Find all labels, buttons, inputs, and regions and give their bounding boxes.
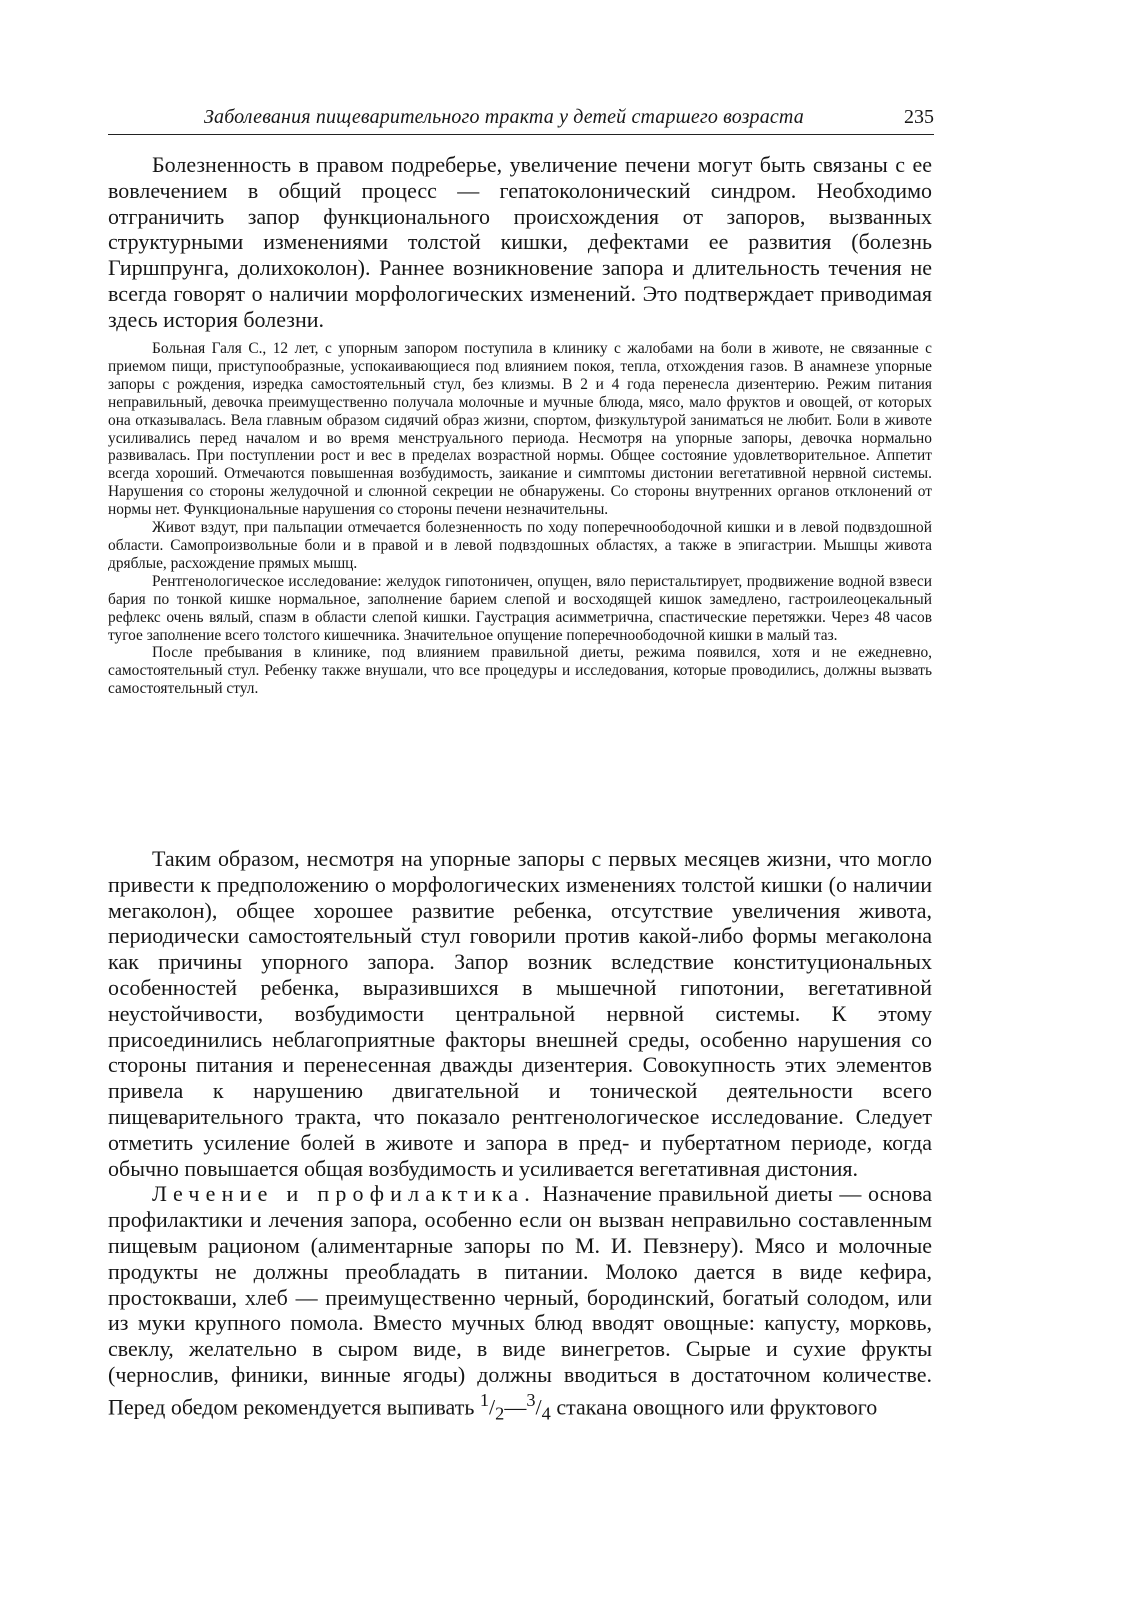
fraction-a-denominator: 2 [495,1403,505,1424]
case-history [108,340,932,698]
fraction-b-denominator: 4 [541,1403,551,1424]
fraction-a-numerator: 1 [479,1389,490,1410]
fraction-dash: — [504,1394,527,1420]
conclusion-paragraph: Таким образом, несмотря на упорные запоры с первых месяцев жизни, что могло привести к предположению о морфологических изменениях толстой кишки (о наличии мегаколон), общее хорошее развитие ребенка, отсутствие увеличения живота, периодически самостоятельный стул говорили против какой-либо формы мегаколона как причины упорного запора. Запор возник вследствие конституциональных особенностей ребенка, выразившихся в мышечной гипотонии, вегетативной неустойчивости, возбудимости центральной нервной системы. К этому присоединились неблагоприятные факторы внешней среды, особенно нарушения со стороны питания и перенесенная дважды дизентерия. Совокупность этих элементов привела к нарушению двигательной и тонической деятельности всего пищеварительного тракта, что показало рентгенологическое исследование. Следует отметить усиление болей в животе и запора в пред- и пубертатном периоде, когда обычно повышается общая возбудимость и усиливается вегетативная дистония. [108,846,932,1181]
treatment-paragraph: Лечение и профилактика. Назначение правильной диеты — основа профилактики и лечения запора, особенно если он вызван неправильно составленным пищевым рационом (алиментарные запоры по М. И. Певзнеру). Мясо и молочные продукты не должны преобладать в питании. Молоко дается в виде кефира, простокваши, хлеб — преимущественно черный, бородинский, богатый солодом, или из муки крупного помола. Вместо мучных блюд вводят овощные: капусту, морковь, свеклу, желательно в сыром виде, в виде винегретов. Сырые и сухие фрукты (чернослив, финики, винные ягоды) должны вводиться в достаточном количестве. Перед обедом рекомендуется выпивать $^1/_2—^3/_4$ стакана овощного или фруктового [108,1181,932,1424]
running-title: Заболевания пищеварительного тракта у детей старшего возраста [204,106,804,128]
case-paragraph-2: Живот вздут, при пальпации отмечается болезненность по ходу поперечноободочной кишки и в левой подвздошной области. Самопроизвольные боли и в правой и в левой подвздошных областях, а также в эпигастрии. Мышцы живота дряблые, расхождение прямых мышц. [108,519,932,572]
case-paragraph-1: Больная Галя С., 12 лет, с упорным запором поступила в клинику с жалобами на боли в животе, не связанные с приемом пищи, приступообразные, успокаивающиеся под влиянием покоя, тепла, отхождения газов. В анамнезе упорные запоры с рождения, изредка самостоятельный стул, без клизмы. В 2 и 4 года перенесла дизентерию. Режим питания неправильный, девочка преимущественно получала молочные и мучные блюда, мясо, мало фруктов и овощей, от которых она отказывалась. Вела главным образом сидячий образ жизни, спортом, физкультурой заниматься не любит. Боли в животе усиливались перед началом и во время менструального периода. Несмотря на упорные запоры, девочка нормально развивалась. При поступлении рост и вес в пределах возрастной нормы. Общее состояние удовлетворительное. Аппетит всегда хороший. Отмечаются повышенная возбудимость, заикание и симптомы дистонии вегетативной нервной системы. Нарушения со стороны желудочной и слюнной секреции не обнаружены. Со стороны внутренних органов отклонений от нормы нет. Функциональные нарушения со стороны печени незначительны. [108,340,932,519]
intro-section [108,152,932,333]
case-paragraph-3: Рентгенологическое исследование: желудок гипотоничен, опущен, вяло перистальтирует, продвижение водной взвеси бария по тонкой кишке нормальное, заполнение барием слепой и восходящей кишок замедлено, гастроилеоцекальный рефлекс очень вялый, спазм в области слепой кишки. Гаустрация асимметрична, спастические перетяжки. Через 48 часов тугое заполнение всего толстого кишечника. Значительное опущение поперечноободочной кишки в малый таз. [108,572,932,644]
treatment-text-end: стакана овощного или фруктового [550,1394,878,1420]
treatment-text: Назначение правильной диеты — основа профилактики и лечения запора, особенно если он вызван неправильно составленным пищевым рационом (алиментарные запоры по М. И. Певзнеру). Мясо и молочные продукты не должны преобладать в питании. Молоко дается в виде кефира, простокваши, хлеб — преимущественно черный, бородинский, богатый солодом, или из муки крупного помола. Вместо мучных блюд вводят овощные: капусту, морковь, свеклу, желательно в сыром виде, в виде винегретов. Сырые и сухие фрукты (чернослив, финики, винные ягоды) должны вводиться в достаточном количестве. Перед обедом рекомендуется выпивать [108,1181,932,1420]
conclusion-section [108,846,932,1427]
treatment-heading: Лечение и профилактика. [152,1181,536,1207]
running-header [108,104,934,135]
page-number: 235 [904,106,934,128]
fraction-b-numerator: 3 [526,1389,536,1410]
intro-paragraph: Болезненность в правом подреберье, увеличение печени могут быть связаны с ее вовлечением в общий процесс — гепатоколонический синдром. Необходимо отграничить запор функционального происхождения от запоров, вызванных структурными изменениями толстой кишки, дефектами ее развития (болезнь Гиршпрунга, долихоколон). Раннее возникновение запора и длительность течения не всегда говорят о наличии морфологических изменений. Это подтверждает приводимая здесь история болезни. [108,152,932,332]
case-paragraph-4: После пребывания в клинике, под влиянием правильной диеты, режима появился, хотя и не ежедневно, самостоятельный стул. Ребенку также внушали, что все процедуры и исследования, которые проводились, должны вызвать самостоятельный стул. [108,644,932,698]
